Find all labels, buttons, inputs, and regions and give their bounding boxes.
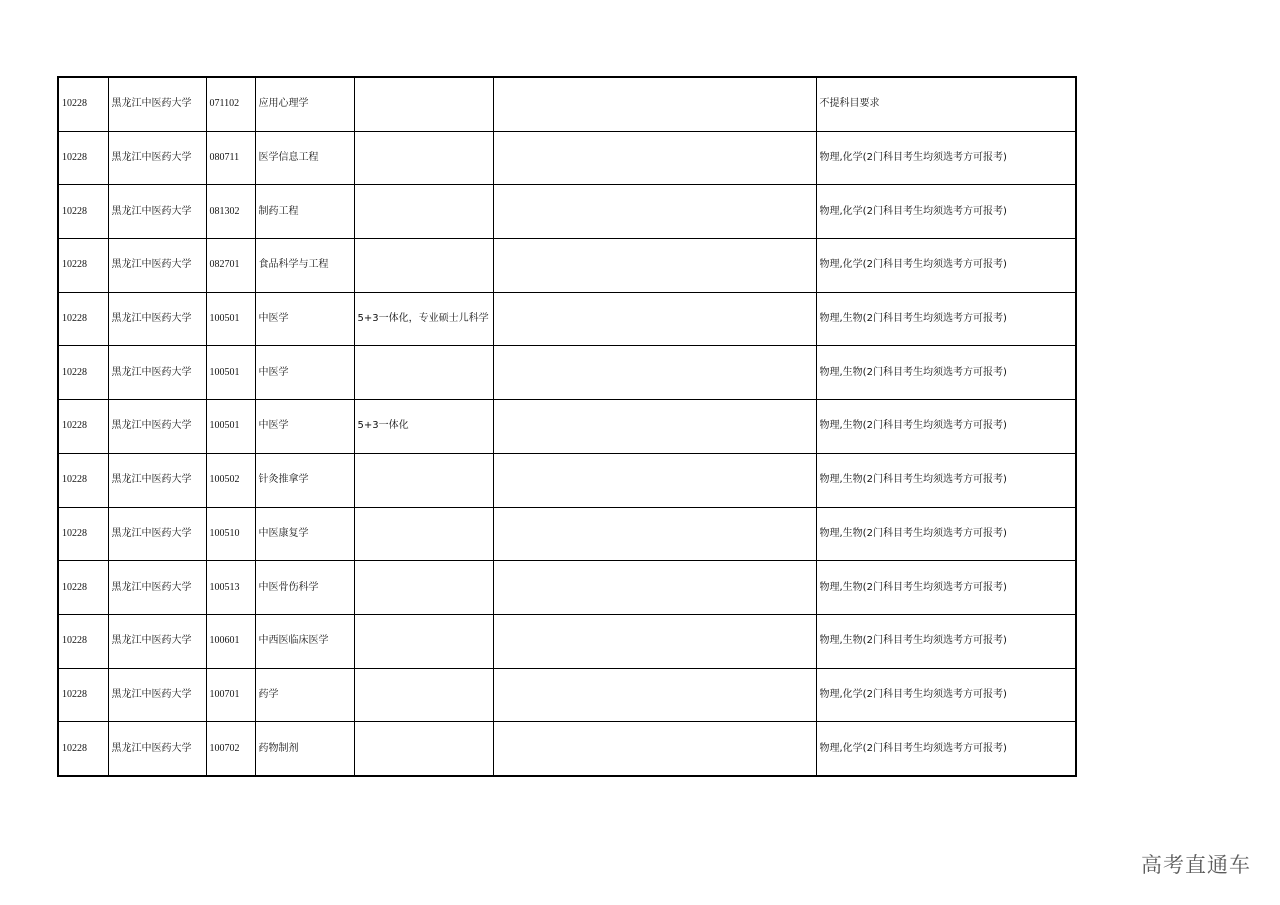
cell-school-code: 10228 bbox=[58, 239, 108, 293]
cell-extra bbox=[493, 400, 816, 454]
cell-major-code: 100501 bbox=[206, 400, 255, 454]
cell-extra bbox=[493, 453, 816, 507]
cell-major-name: 药学 bbox=[255, 668, 354, 722]
cell-subject-requirement: 物理,生物(2门科目考生均须选考方可报考) bbox=[816, 400, 1076, 454]
cell-major-note bbox=[354, 561, 493, 615]
cell-school-code: 10228 bbox=[58, 722, 108, 776]
cell-major-code: 082701 bbox=[206, 239, 255, 293]
cell-major-code: 100702 bbox=[206, 722, 255, 776]
cell-subject-requirement: 物理,化学(2门科目考生均须选考方可报考) bbox=[816, 239, 1076, 293]
table-row bbox=[58, 453, 1076, 507]
cell-school-code: 10228 bbox=[58, 292, 108, 346]
table-row bbox=[58, 722, 1076, 776]
table-row bbox=[58, 507, 1076, 561]
cell-extra bbox=[493, 346, 816, 400]
cell-major-note bbox=[354, 507, 493, 561]
table-row bbox=[58, 131, 1076, 185]
cell-major-note bbox=[354, 668, 493, 722]
table-row bbox=[58, 561, 1076, 615]
cell-school-code: 10228 bbox=[58, 346, 108, 400]
cell-extra bbox=[493, 668, 816, 722]
cell-major-code: 071102 bbox=[206, 77, 255, 131]
cell-subject-requirement: 不提科目要求 bbox=[816, 77, 1076, 131]
cell-major-note: 5+3一体化 bbox=[354, 400, 493, 454]
cell-school-name: 黑龙江中医药大学 bbox=[108, 292, 206, 346]
watermark-text: 高考直通车 bbox=[1141, 853, 1251, 877]
cell-major-note bbox=[354, 614, 493, 668]
cell-school-name: 黑龙江中医药大学 bbox=[108, 131, 206, 185]
cell-major-code: 081302 bbox=[206, 185, 255, 239]
cell-extra bbox=[493, 77, 816, 131]
cell-subject-requirement: 物理,生物(2门科目考生均须选考方可报考) bbox=[816, 346, 1076, 400]
cell-major-name: 针灸推拿学 bbox=[255, 453, 354, 507]
cell-major-note: 5+3一体化，专业硕士儿科学 bbox=[354, 292, 493, 346]
cell-extra bbox=[493, 507, 816, 561]
cell-school-name: 黑龙江中医药大学 bbox=[108, 453, 206, 507]
cell-school-name: 黑龙江中医药大学 bbox=[108, 346, 206, 400]
cell-major-note bbox=[354, 77, 493, 131]
cell-major-name: 制药工程 bbox=[255, 185, 354, 239]
cell-subject-requirement: 物理,生物(2门科目考生均须选考方可报考) bbox=[816, 292, 1076, 346]
cell-school-name: 黑龙江中医药大学 bbox=[108, 400, 206, 454]
cell-major-note bbox=[354, 722, 493, 776]
cell-major-note bbox=[354, 346, 493, 400]
cell-extra bbox=[493, 239, 816, 293]
cell-school-code: 10228 bbox=[58, 507, 108, 561]
subject-requirement-table bbox=[57, 76, 1077, 777]
cell-major-code: 100701 bbox=[206, 668, 255, 722]
table-row bbox=[58, 346, 1076, 400]
cell-school-code: 10228 bbox=[58, 561, 108, 615]
cell-major-name: 中医学 bbox=[255, 292, 354, 346]
table-row bbox=[58, 239, 1076, 293]
cell-subject-requirement: 物理,生物(2门科目考生均须选考方可报考) bbox=[816, 453, 1076, 507]
cell-subject-requirement: 物理,化学(2门科目考生均须选考方可报考) bbox=[816, 722, 1076, 776]
cell-school-code: 10228 bbox=[58, 185, 108, 239]
cell-school-code: 10228 bbox=[58, 614, 108, 668]
cell-school-name: 黑龙江中医药大学 bbox=[108, 77, 206, 131]
cell-school-name: 黑龙江中医药大学 bbox=[108, 239, 206, 293]
cell-extra bbox=[493, 185, 816, 239]
table-row bbox=[58, 614, 1076, 668]
cell-subject-requirement: 物理,生物(2门科目考生均须选考方可报考) bbox=[816, 507, 1076, 561]
cell-school-code: 10228 bbox=[58, 131, 108, 185]
cell-major-name: 药物制剂 bbox=[255, 722, 354, 776]
cell-major-code: 100502 bbox=[206, 453, 255, 507]
cell-major-code: 100501 bbox=[206, 346, 255, 400]
cell-extra bbox=[493, 561, 816, 615]
cell-school-name: 黑龙江中医药大学 bbox=[108, 722, 206, 776]
cell-major-note bbox=[354, 239, 493, 293]
cell-subject-requirement: 物理,生物(2门科目考生均须选考方可报考) bbox=[816, 561, 1076, 615]
table-row bbox=[58, 400, 1076, 454]
cell-major-code: 100601 bbox=[206, 614, 255, 668]
cell-major-name: 医学信息工程 bbox=[255, 131, 354, 185]
cell-school-code: 10228 bbox=[58, 668, 108, 722]
cell-school-name: 黑龙江中医药大学 bbox=[108, 668, 206, 722]
cell-extra bbox=[493, 292, 816, 346]
cell-school-code: 10228 bbox=[58, 77, 108, 131]
cell-extra bbox=[493, 131, 816, 185]
cell-extra bbox=[493, 722, 816, 776]
cell-school-code: 10228 bbox=[58, 453, 108, 507]
cell-school-name: 黑龙江中医药大学 bbox=[108, 185, 206, 239]
cell-major-name: 中医康复学 bbox=[255, 507, 354, 561]
cell-major-name: 中西医临床医学 bbox=[255, 614, 354, 668]
cell-major-note bbox=[354, 185, 493, 239]
cell-major-name: 中医学 bbox=[255, 346, 354, 400]
cell-school-code: 10228 bbox=[58, 400, 108, 454]
table-row bbox=[58, 292, 1076, 346]
cell-subject-requirement: 物理,化学(2门科目考生均须选考方可报考) bbox=[816, 185, 1076, 239]
cell-extra bbox=[493, 614, 816, 668]
table-row bbox=[58, 668, 1076, 722]
cell-major-name: 中医学 bbox=[255, 400, 354, 454]
cell-subject-requirement: 物理,化学(2门科目考生均须选考方可报考) bbox=[816, 668, 1076, 722]
cell-major-note bbox=[354, 453, 493, 507]
cell-school-name: 黑龙江中医药大学 bbox=[108, 614, 206, 668]
table-body bbox=[58, 77, 1076, 776]
table-row bbox=[58, 185, 1076, 239]
cell-major-note bbox=[354, 131, 493, 185]
cell-major-name: 中医骨伤科学 bbox=[255, 561, 354, 615]
cell-major-code: 080711 bbox=[206, 131, 255, 185]
cell-major-code: 100513 bbox=[206, 561, 255, 615]
cell-subject-requirement: 物理,生物(2门科目考生均须选考方可报考) bbox=[816, 614, 1076, 668]
cell-major-name: 应用心理学 bbox=[255, 77, 354, 131]
table-row bbox=[58, 77, 1076, 131]
cell-school-name: 黑龙江中医药大学 bbox=[108, 561, 206, 615]
cell-school-name: 黑龙江中医药大学 bbox=[108, 507, 206, 561]
cell-major-name: 食品科学与工程 bbox=[255, 239, 354, 293]
cell-major-code: 100510 bbox=[206, 507, 255, 561]
cell-major-code: 100501 bbox=[206, 292, 255, 346]
cell-subject-requirement: 物理,化学(2门科目考生均须选考方可报考) bbox=[816, 131, 1076, 185]
